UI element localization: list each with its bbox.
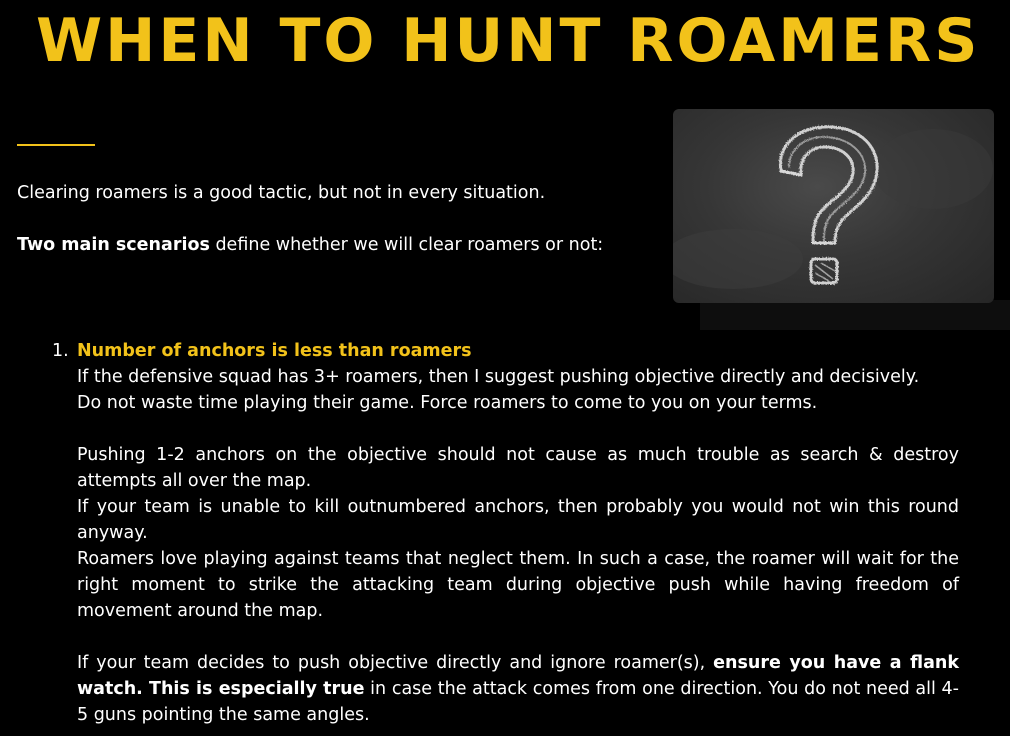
- intro-line-1: Clearing roamers is a good tactic, but not in every situation.: [17, 183, 546, 203]
- image-shadow: [700, 300, 1010, 330]
- page-title: WHEN TO HUNT ROAMERS: [36, 6, 981, 76]
- scenario-list: [52, 338, 959, 728]
- title-divider: [17, 144, 95, 146]
- intro-line-2-rest: define whether we will clear roamers or not:: [209, 235, 604, 255]
- paragraph-6: [77, 650, 959, 728]
- list-item-number: 1.: [52, 341, 69, 361]
- question-mark-image: [673, 109, 994, 303]
- paragraph-6-end: in case the attack comes from one direction. You do not need all 4-5 guns pointing the same angles.: [77, 679, 959, 725]
- list-item: [52, 338, 959, 728]
- intro-line-2: [17, 232, 657, 258]
- paragraph-1: If the defensive squad has 3+ roamers, then I suggest pushing objective directly and decisively.: [77, 367, 920, 387]
- paragraph-2: Do not waste time playing their game. Force roamers to come to you on your terms.: [77, 393, 818, 413]
- paragraph-6-start: If your team decides to push objective directly and ignore roamer(s),: [77, 653, 714, 673]
- paragraph-5: Roamers love playing against teams that neglect them. In such a case, the roamer will wait for the right moment to strike the attacking team during objective push while having freedom of movement around the map.: [77, 549, 959, 621]
- list-item-body: [77, 338, 959, 728]
- list-item-title: Number of anchors is less than roamers: [77, 341, 472, 361]
- paragraph-3: Pushing 1-2 anchors on the objective should not cause as much trouble as search & destroy attempts all over the map.: [77, 445, 959, 491]
- intro-bold-text: Two main scenarios: [17, 235, 210, 255]
- intro-section: [17, 180, 657, 258]
- question-mark-icon: [673, 109, 994, 303]
- paragraph-4: If your team is unable to kill outnumbered anchors, then probably you would not win this round anyway.: [77, 497, 959, 543]
- flank-watch-bold-text: ensure you have a flank watch. This is especially true: [77, 653, 959, 699]
